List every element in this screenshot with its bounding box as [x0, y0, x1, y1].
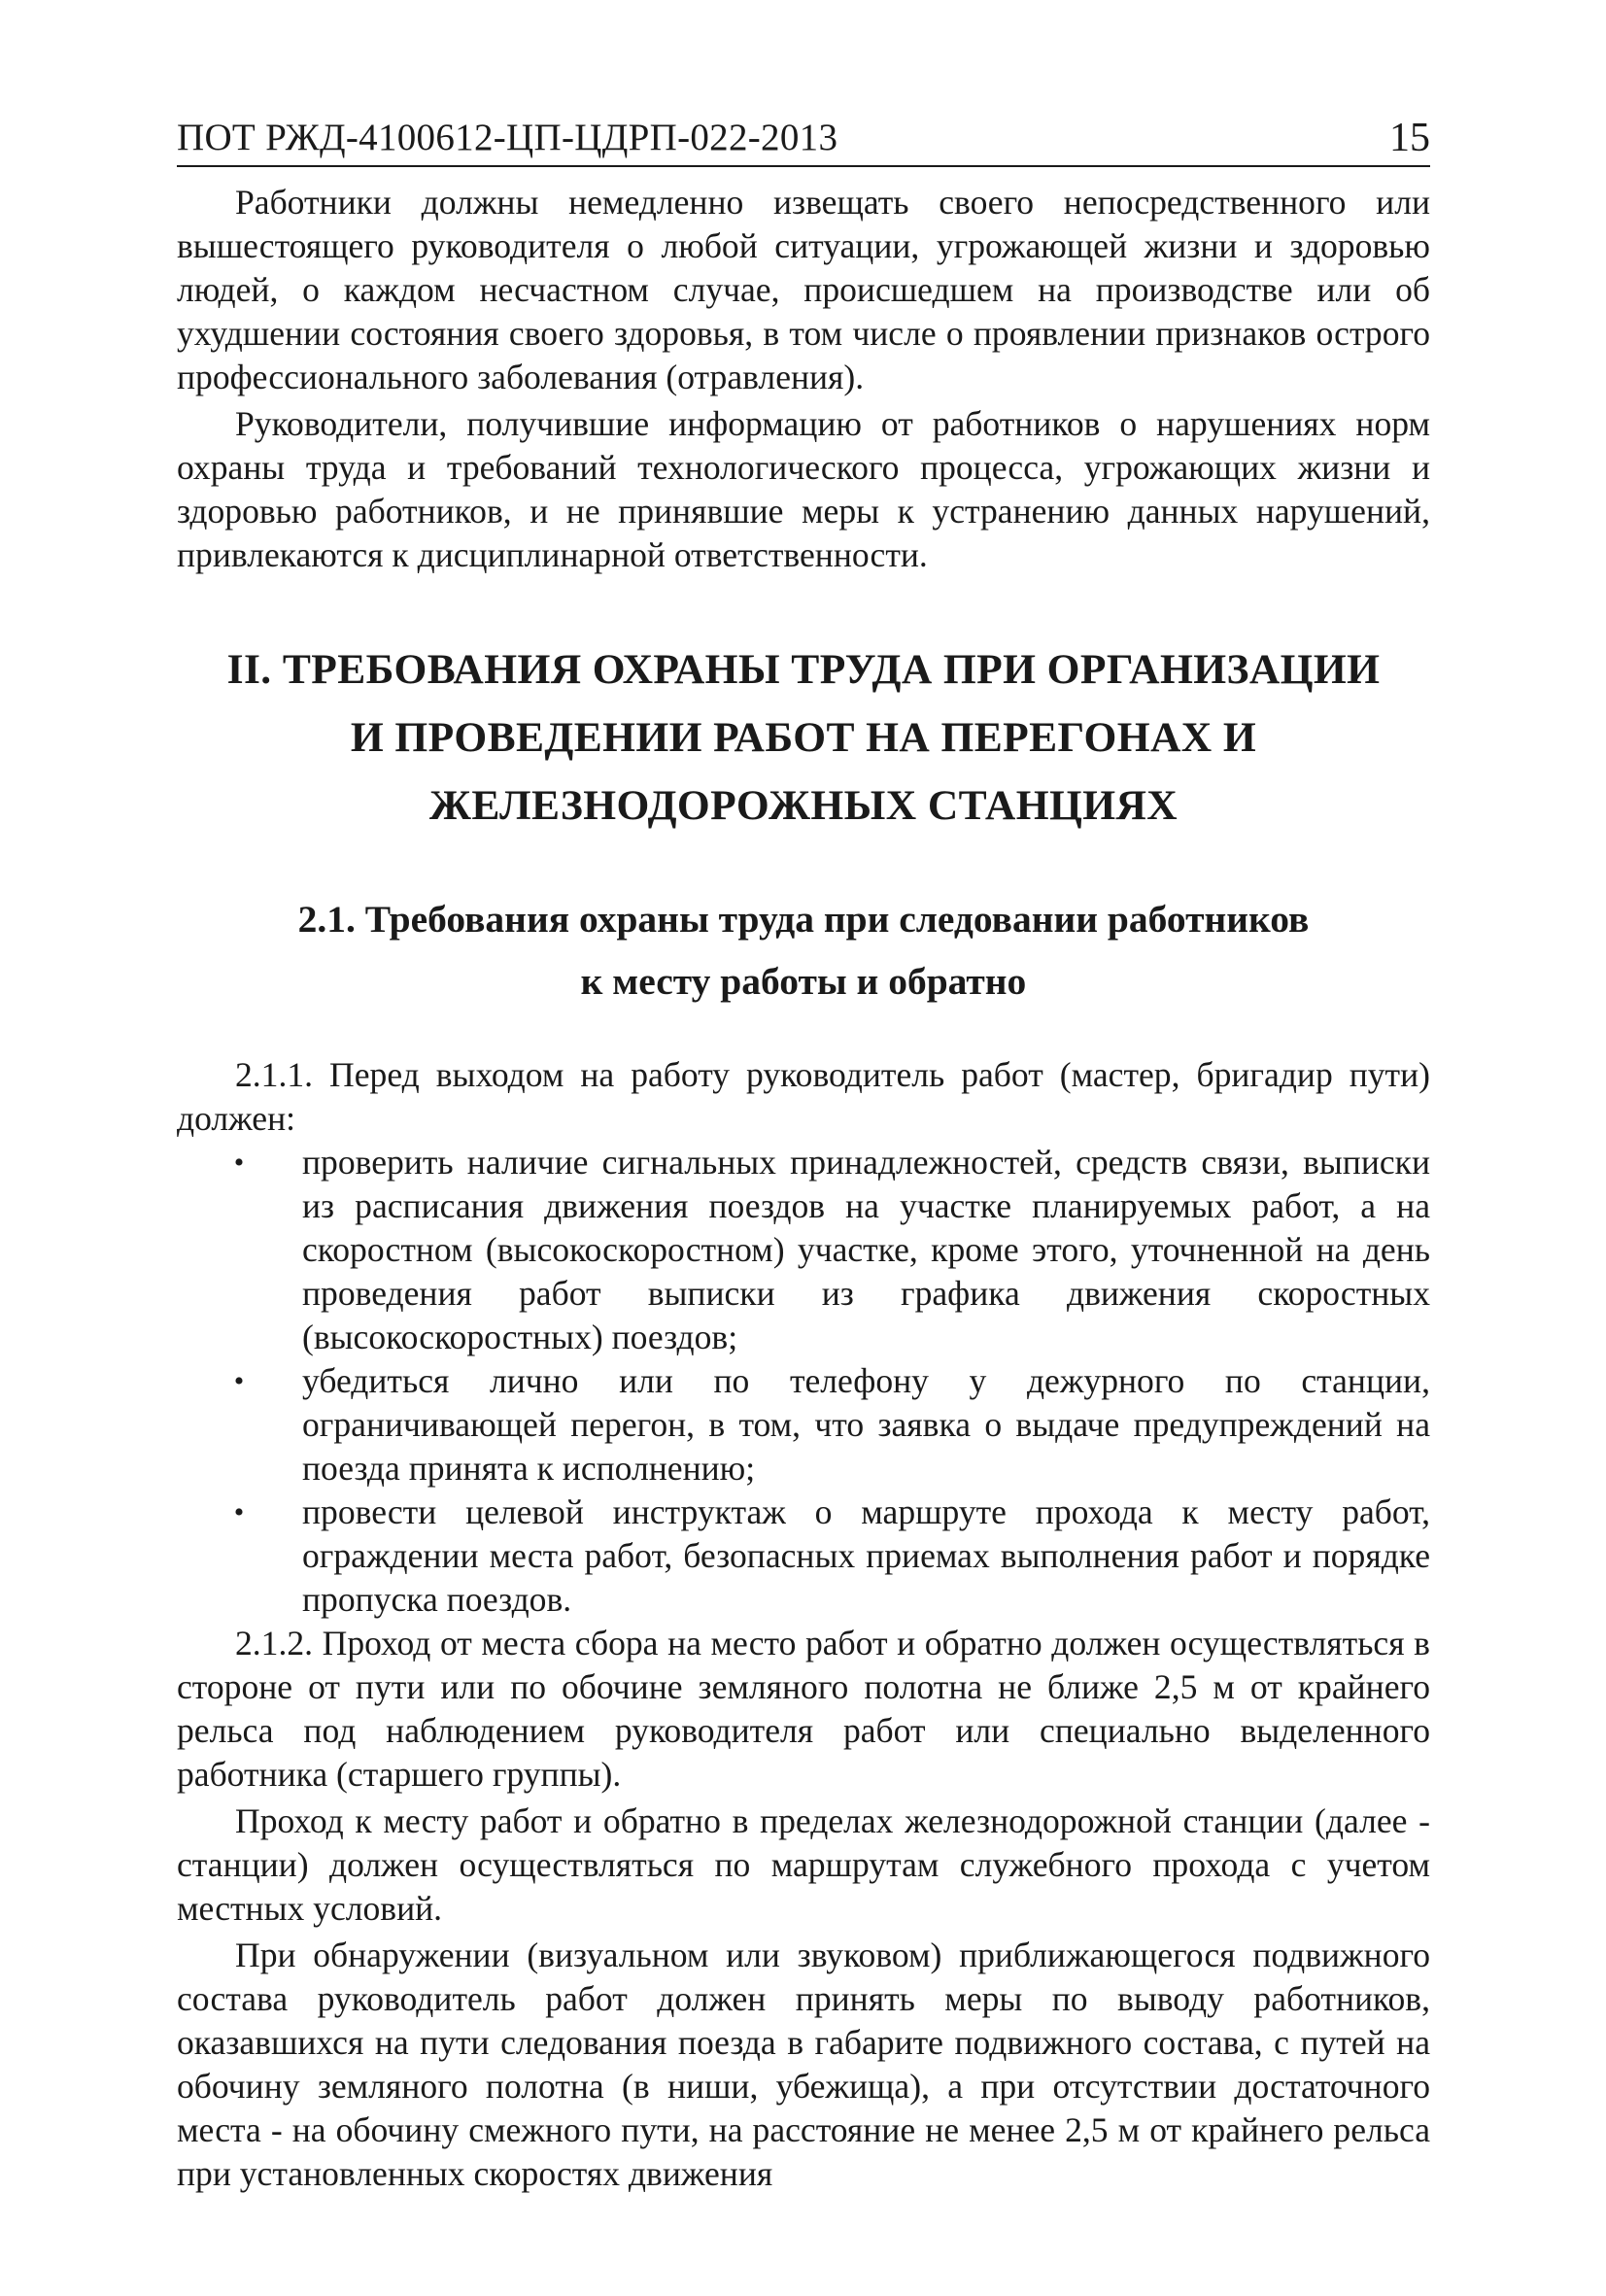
document-page [177, 97, 1430, 2196]
section-title-line: ЖЕЛЕЗНОДОРОЖНЫХ СТАНЦИЯХ [428, 782, 1179, 829]
paragraph-station-route: Проход к месту работ и обратно в пределах железнодорожной станции (далее - станции) должен осуществляться по маршрутам служебного прохода с учетом местных условий. [177, 1801, 1430, 1928]
paragraph-2-1-2: 2.1.2. Проход от места сбора на место работ и обратно должен осуществляться в стороне от пути или по обочине земляного полотна не ближе 2,5 м от крайнего рельса под наблюдением руководителя работ или специально выделенного работника (старшего группы). [177, 1624, 1430, 1794]
section-title [177, 635, 1430, 840]
paragraph-managers-liability: Руководители, получившие информацию от работников о нарушениях норм охраны труда и требований технологического процесса, угрожающих жизни и здоровью работников, и не принявшие меры к устранению данных нарушений, привлекаются к дисциплинарной ответственности. [177, 404, 1430, 574]
subsection-title [177, 888, 1430, 1012]
subsection-title-line: 2.1. Требования охраны труда при следовании работников [297, 898, 1310, 941]
bullet-item [177, 1491, 1430, 1622]
bullet-item [177, 1359, 1430, 1491]
bullet-icon: • [233, 1147, 245, 1179]
paragraph-report-duty: Работники должны немедленно извещать своего непосредственного или вышестоящего руководителя о любой ситуации, угрожающей жизни и здоровью людей, о каждом несчастном случае, происшедшем на производстве или об ухудшении состояния своего здоровья, в том числе о проявлении признаков острого профессионального заболевания (отравления). [177, 183, 1430, 396]
section-title-line: II. ТРЕБОВАНИЯ ОХРАНЫ ТРУДА ПРИ ОРГАНИЗАЦИИ [226, 646, 1381, 693]
paragraph-approaching-train: При обнаружении (визуальном или звуковом) приближающегося подвижного состава руководитель работ должен принять меры по выводу работников, оказавшихся на пути следования поезда в габарите подвижного состава, с путей на обочину земляного полотна (в ниши, убежища), а при отсутствии достаточного места - на обочину смежного пути, на расстояние не менее 2,5 м от крайнего рельса при установленных скоростях движения [177, 1936, 1430, 2193]
paragraph-2-1-1: 2.1.1. Перед выходом на работу руководитель работ (мастер, бригадир пути) должен: [177, 1055, 1430, 1138]
section-title-line: И ПРОВЕДЕНИИ РАБОТ НА ПЕРЕГОНАХ И [350, 714, 1257, 761]
bullet-text: убедиться лично или по телефону у дежурного по станции, ограничивающей перегон, в том, что заявка о выдаче предупреждений на поезда принята к исполнению; [302, 1361, 1430, 1488]
document-code: ПОТ РЖД-4100612-ЦП-ЦДРП-022-2013 [177, 117, 838, 158]
bullet-text: проверить наличие сигнальных принадлежностей, средств связи, выписки из расписания движения поездов на участке планируемых работ, а на скоростном (высокоскоростном) участке, кроме этого, уточненной на день проведения работ выписки из графика движения скоростных (высокоскоростных) поездов; [302, 1143, 1430, 1356]
bullet-icon: • [233, 1365, 245, 1397]
bullet-icon: • [233, 1496, 245, 1528]
page-number: 15 [1389, 116, 1430, 160]
bullet-item [177, 1141, 1430, 1359]
bullet-list [177, 1141, 1430, 1622]
subsection-title-line: к месту работы и обратно [580, 960, 1027, 1003]
bullet-text: провести целевой инструктаж о маршруте прохода к месту работ, ограждении места работ, безопасных приемах выполнения работ и порядке пропуска поездов. [302, 1492, 1430, 1619]
running-header [177, 97, 1430, 167]
